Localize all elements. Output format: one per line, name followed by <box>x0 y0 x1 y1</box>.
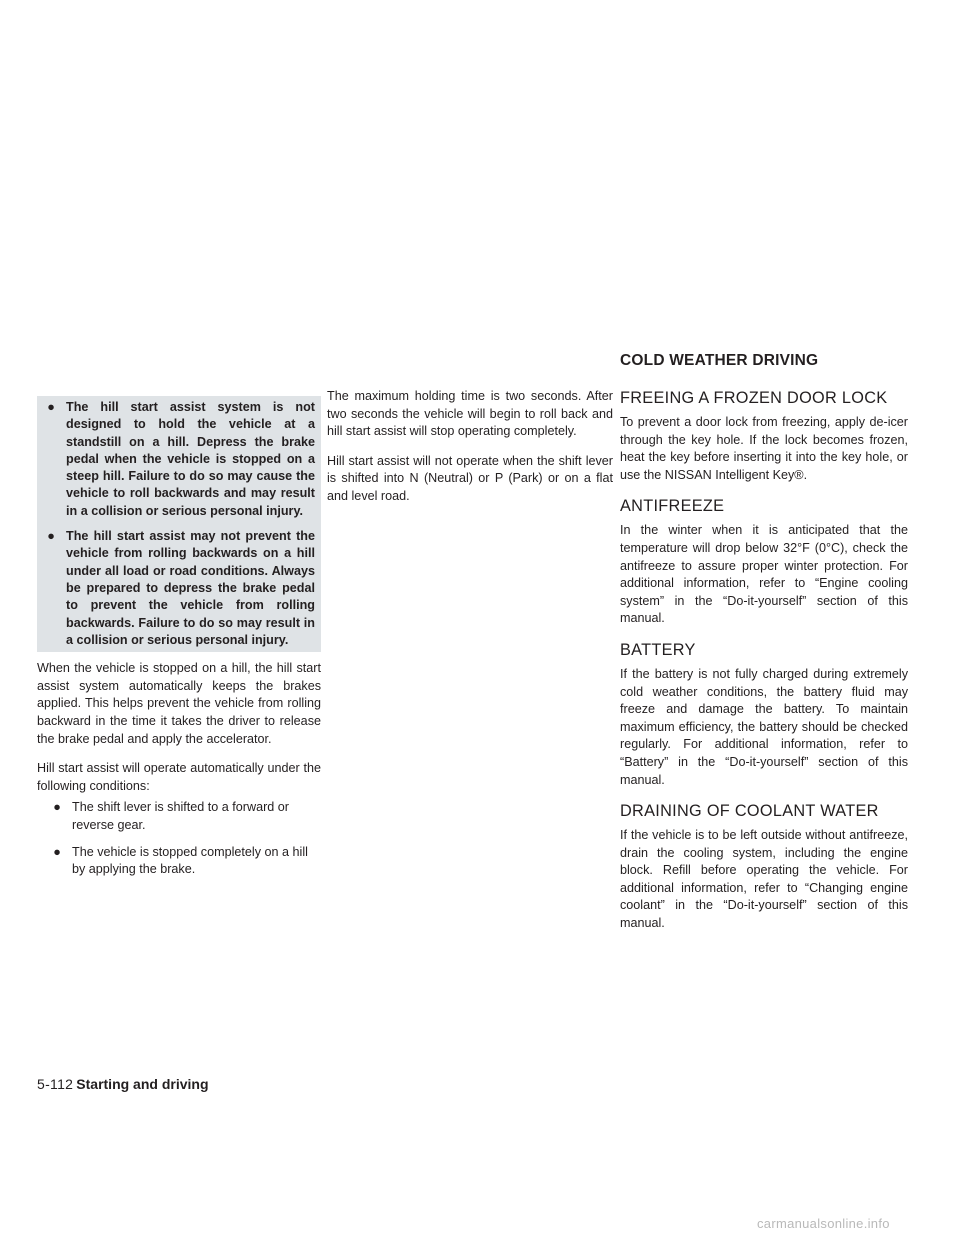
warning-item <box>41 528 315 649</box>
list-item-text: The shift lever is shifted to a forward or reverse gear. <box>72 800 289 832</box>
watermark: carmanualsonline.info <box>757 1216 890 1231</box>
section-title: COLD WEATHER DRIVING <box>620 352 819 369</box>
paragraph: When the vehicle is stopped on a hill, the hill start assist system automatically keeps the brakes applied. This helps prevent the vehicle from rolling backward in the time it takes the driver to release the brake pedal and apply the accelerator. <box>37 661 321 746</box>
paragraph: Hill start assist will not operate when the shift lever is shifted into N (Neutral) or P (Park) or on a flat and level road. <box>327 453 613 503</box>
paragraph: If the vehicle is to be left outside without antifreeze, drain the cooling system, including the engine block. Refill before operating the vehicle. For additional information, refer to “Changing engine coolant” in the “Do-it-yourself” section of this manual. <box>620 828 908 931</box>
paragraph: In the winter when it is anticipated that the temperature will drop below 32°F (0°C), check the antifreeze to assure proper winter protection. For additional information, refer to “Engine cooling system” in the “Do-it-yourself” section of this manual. <box>620 523 908 626</box>
warning-text: The hill start assist system is not designed to hold the vehicle at a standstill on a hill. Depress the brake pedal when the vehicle is stopped on a steep hill. Failure to do so may cause the vehicle to roll backwards and may result in a collision or serious personal injury. <box>66 400 315 518</box>
chapter-title: Starting and driving <box>76 1076 209 1092</box>
column-left <box>37 396 321 889</box>
heading-draining-coolant: DRAINING OF COOLANT WATER <box>620 802 879 821</box>
paragraph: Hill start assist will operate automatically under the following conditions: <box>37 761 321 793</box>
warning-text: The hill start assist may not prevent the vehicle from rolling backwards on a hill under all load or road conditions. Always be prepared to depress the brake pedal to prevent the vehicle from rolling backwards. Failure to do so may result in a collision or serious personal injury. <box>66 529 315 647</box>
heading-frozen-door-lock: FREEING A FROZEN DOOR LOCK <box>620 389 888 407</box>
paragraph: The maximum holding time is two seconds. After two seconds the vehicle will begin to roll back and hill start assist will stop operating completely. <box>327 389 613 439</box>
list-item-text: The vehicle is stopped completely on a hill by applying the brake. <box>72 844 308 877</box>
bullet-icon: ● <box>47 529 55 544</box>
bullet-icon: ● <box>47 400 55 414</box>
paragraph: If the battery is not fully charged during extremely cold weather conditions, the battery fluid may freeze and damage the battery. To maintain maximum efficiency, the battery should be checked regularly. For additional information, refer to “Battery” in the “Do-it-yourself” section of this manual. <box>620 666 908 787</box>
list-item <box>37 844 321 879</box>
bullet-icon: ● <box>53 800 61 815</box>
heading-antifreeze: ANTIFREEZE <box>620 497 725 516</box>
conditions-list <box>37 799 321 878</box>
paragraph: To prevent a door lock from freezing, apply de-icer through the key hole. If the lock becomes frozen, heat the key before inserting it into the key hole, or use the NISSAN Intelligent Key®. <box>620 415 908 482</box>
column-middle <box>327 388 613 518</box>
list-item <box>37 799 321 834</box>
page-footer <box>37 1076 209 1092</box>
page-number: 5-112 <box>37 1076 74 1092</box>
warning-box <box>37 396 321 652</box>
bullet-icon: ● <box>53 844 61 859</box>
column-right <box>620 388 908 945</box>
warning-item <box>41 399 315 520</box>
heading-battery: BATTERY <box>620 640 696 659</box>
